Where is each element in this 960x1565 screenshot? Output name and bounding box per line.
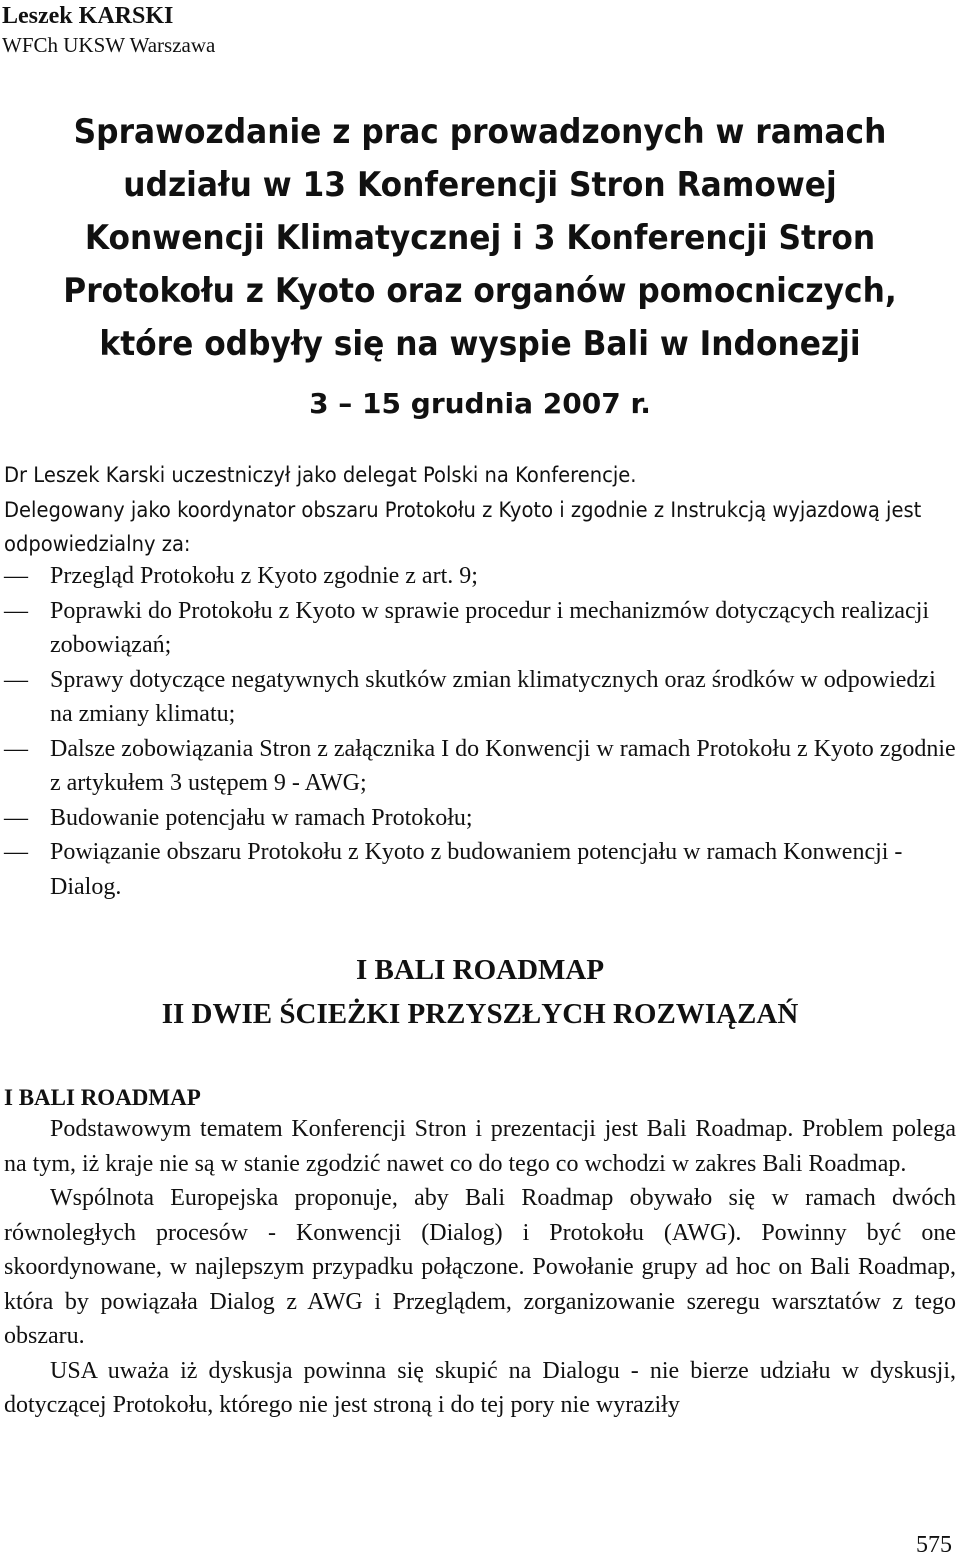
document-title (38, 106, 921, 371)
author-name: Leszek KARSKI (2, 3, 174, 29)
subsection-heading: I BALI ROADMAP (4, 1085, 201, 1110)
page-number: 575 (916, 1532, 952, 1558)
body-paragraphs (4, 1112, 956, 1423)
list-item (4, 663, 960, 732)
dash-bullet: — (4, 597, 28, 624)
title-line: udziału w 13 Konferencji Stron Ramowej (123, 165, 837, 205)
list-item-text: Poprawki do Protokołu z Kyoto w sprawie procedur i mechanizmów dotyczących realizacji zobowiązań; (50, 597, 930, 658)
dash-bullet: — (4, 839, 28, 865)
title-line: które odbyły się na wyspie Bali w Indonezji (99, 324, 861, 364)
list-item-text: Przegląd Protokołu z Kyoto zgodnie z art. 9; (50, 563, 478, 589)
dash-bullet: — (4, 563, 28, 589)
responsibilities-list (4, 559, 960, 904)
paragraph: Wspólnota Europejska proponuje, aby Bali Roadmap obywało się w ramach dwóch równoległych procesów - Konwencji (Dialog) i Protokołu (AWG). Powinny być one skoordynowane, w najlepszym przypadku połączone. Powołanie grupy ad hoc on Bali Roadmap, która by powiązała Dialog z AWG i Przeglądem, zorganizowanie szeregu warsztatów z tego obszaru. (4, 1185, 956, 1349)
paragraph: Podstawowym tematem Konferencji Stron i prezentacji jest Bali Roadmap. Problem polega na tym, iż kraje nie są w stanie zgodzić nawet co do tego co wchodzi w zakres Bali Roadmap. (4, 1116, 956, 1177)
dash-bullet: — (4, 735, 28, 762)
paragraph: USA uważa iż dyskusja powinna się skupić na Dialogu - nie bierze udziału w dyskusji, dotyczącej Protokołu, którego nie jest stroną i do tej pory nie wyraziły (4, 1357, 956, 1418)
list-item (4, 594, 960, 663)
conference-dates: 3 – 15 grudnia 2007 r. (309, 387, 651, 420)
dash-bullet: — (4, 804, 28, 831)
title-line: Sprawozdanie z prac prowadzonych w ramach (73, 112, 887, 152)
intro-line-1: Dr Leszek Karski uczestniczył jako delegat Polski na Konferencje. (4, 463, 637, 487)
list-item (4, 559, 960, 594)
list-item-text: Powiązanie obszaru Protokołu z Kyoto z budowaniem potencjału w ramach Konwencji - Dialog. (50, 839, 903, 900)
list-item-text: Sprawy dotyczące negatywnych skutków zmian klimatycznych oraz środków w odpowiedzi na zmiany klimatu; (50, 666, 936, 727)
intro-line-2: Delegowany jako koordynator obszaru Protokołu z Kyoto i zgodnie z Instrukcją wyjazdową jest odpowiedzialny za: (4, 498, 922, 556)
author-affiliation: WFCh UKSW Warszawa (2, 33, 216, 57)
section-heading: II DWIE ŚCIEŻKI PRZYSZŁYCH ROZWIĄZAŃ (161, 998, 799, 1030)
list-item (4, 835, 960, 904)
title-line: Protokołu z Kyoto oraz organów pomocniczych, (63, 271, 897, 311)
list-item (4, 732, 960, 801)
list-item-text: Budowanie potencjału w ramach Protokołu; (50, 804, 473, 831)
section-heading: I BALI ROADMAP (355, 954, 605, 986)
list-item-text: Dalsze zobowiązania Stron z załącznika I do Konwencji w ramach Protokołu z Kyoto zgodnie z artykułem 3 ustępem 9 - AWG; (50, 735, 956, 796)
list-item (4, 801, 960, 836)
dash-bullet: — (4, 666, 28, 693)
title-line: Konwencji Klimatycznej i 3 Konferencji Stron (84, 218, 876, 258)
